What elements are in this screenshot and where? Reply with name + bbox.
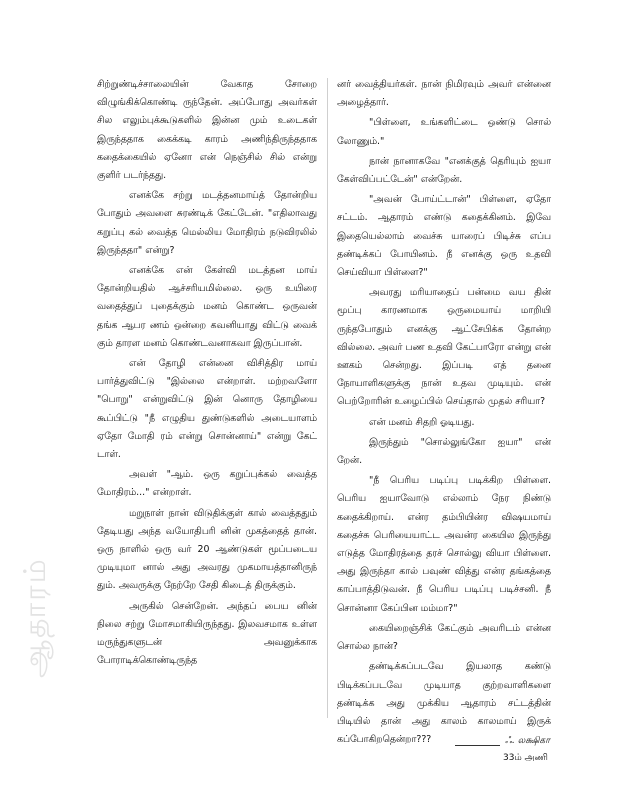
paragraph: என் மனம் சிதறி ஓடியது. <box>369 416 475 428</box>
story-column-right <box>337 76 551 751</box>
paragraph: கையிறைஞ்சிக் கேட்கும் அவரிடம் என்ன சொல்ல நான்? <box>337 622 551 653</box>
paragraph: எனக்கே என் கேள்வி மடத்தன மாய் தோன்றியதில் ஆச்சரியமில்லை. ஒரு உயிரை வதைத்துப் புதைக்கும் மனம் கொண்ட ஒருவன் தங்க ஆபர ணம் ஒன்றை கவனியாது விட்டு வைக் கும் தாரள மனம் கொண்டவனாகவா இருப்பான். <box>97 265 317 349</box>
paragraph: னர் வைத்தியர்கள். நான் நிமிரவும் அவர் என்னை அழைத்தார். <box>337 79 551 109</box>
author-name: ஃ. லக்ஷிகா <box>505 736 550 746</box>
watermark-title: ஆதாரம் <box>18 557 53 678</box>
paragraph: "அவன் போய்ட்டான்" பிள்ளை, ஏதோ சட்டம். ஆதாரம் எண்டு கதைக்கினம். இவே இதையெல்லாம் வைச்சு யாரைப் பிடிச்சு எப்ப தண்டிக்கப் போயினம். நீ எனக்கு ஒரு உதவி செய்வியா பிள்ளை?" <box>337 194 551 279</box>
paragraph: சிற்றுண்டிச்சாலையின் வேகாத சோறை விழுங்கிக்கொண்டி ருந்தேன். அப்போது அவர்கள் சில எலும்புக்கூடுகளில் இன்ன மும் உடைகள் இருந்ததாக கைக்கடி காரம் அணிந்திருந்ததாக கதைக்கையில் ஏனோ என் நெஞ்சில் சில் என்று குளிர் படர்ந்தது. <box>97 79 317 182</box>
paragraph: "நீ பெரிய படிப்பு படிக்கிற பிள்ளை. பெரிய ஐயாவோடு எல்லாம் நேர நிண்டு கதைக்கிறாய். என்ர தம்பியின்ர விஷயமாய் கதைச்சு பெரியையாட்ட அவன்ர கையில இருந்து எடுத்த மோதிரத்தை தரச் சொல்லு வியா பிள்ளை. அது இருந்தா கால் பவுண் வித்து என்ர தங்கத்தை காப்பாத்திடுவன். நீ பெரிய படிப்பு படிச்சனி. நீ சொன்னா கேப்பின மம்மா?" <box>337 475 551 614</box>
paragraph: அவள் "ஆம். ஒரு கறுப்புக்கல் வைத்த மோதிரம்..." என்றாள். <box>97 469 317 499</box>
story-column-left <box>97 76 317 673</box>
paragraph: தண்டிக்கப்படவே இயலாத கண்டு பிடிக்கப்படவே முடியாத குற்றவாளிகளை தண்டிக்க அது முக்கிய ஆதாரம் சட்டத்தின் பிடியில் தான் அது காலம் காலமாய் இருக் கப்போகிறதென்றா??? <box>337 661 551 746</box>
paragraph: "பிள்ளை, உங்களிட்டை ஒண்டு சொல் லோணும்." <box>337 117 551 147</box>
paragraph: அருகில் சென்றேன். அந்தப் பைய னின் நிலை சற்று மோசமாகியிருந்தது. இலவசமாக உள்ள மருந்துகளுடன் அவனுக்காக போராடிக்கொண்டிருந்த <box>97 600 317 667</box>
paragraph: எனக்கே சற்று மடத்தனமாய்த் தோன்றிய போதும் அவளை சுரண்டிக் கேட்டேன். "எதிலாவது கறுப்பு கல் வைத்த மெல்லிய மோதிரம் நடுவிரலில் இருந்ததா" என்று? <box>97 190 317 256</box>
paragraph: என் தோழி என்னை விசித்திர மாய் பார்த்துவிட்டு "இல்லை என்றாள். மற்றவளோ "பொறு" என்றுவிட்டு இன் னொரு தோழியை கூப்பிட்டு "நீ எழுதிய துண்டுகளில் அடையாளம் ஏதோ மோதி ரம் என்று சொன்னாய்" என்று கேட் டாள். <box>97 358 317 461</box>
paragraph: இருந்தும் "சொல்லுங்கோ ஐயா" என் றேன். <box>337 436 551 467</box>
paragraph: நான் நானாகவே "எனக்குத் தெரியும் ஐயா கேள்விப்பட்டேன்" என்றேன். <box>337 155 551 186</box>
column-divider <box>327 78 328 718</box>
author-class: 33ம் அணி <box>503 753 548 763</box>
signature-rule <box>455 745 500 746</box>
paragraph: மறுநாள் நான் விடுதிக்குள் கால் வைத்ததும் தேடியது அந்த வயோதிபரி னின் முகத்தைத் தான். ஒரு நாளில் ஒரு வர் 20 ஆண்டுகள் மூப்படைய முடியுமா னால் அது அவரது முகமாயத்தானிருந் தும். அவருக்கு நேற்றே சேதி கிடைத் திருக்கும். <box>97 507 317 592</box>
paragraph: அவரது மரியாதைப் பன்மை வய தின் மூப்பு காரணமாக ஒருமையாய் மாறியி ருந்தபோதும் எனக்கு ஆட்சேபிக்க தோன்ற வில்லை. அவர் பண உதவி கேட்பாரோ என்று என் ஊகம் சென்றது. இப்படி எத் தனை நோயாளிகளுக்கு நான் உதவ முடியும். என் பெற்றோரின் உழைப்பில் செய்தால் முதல் சரியா? <box>337 287 551 408</box>
